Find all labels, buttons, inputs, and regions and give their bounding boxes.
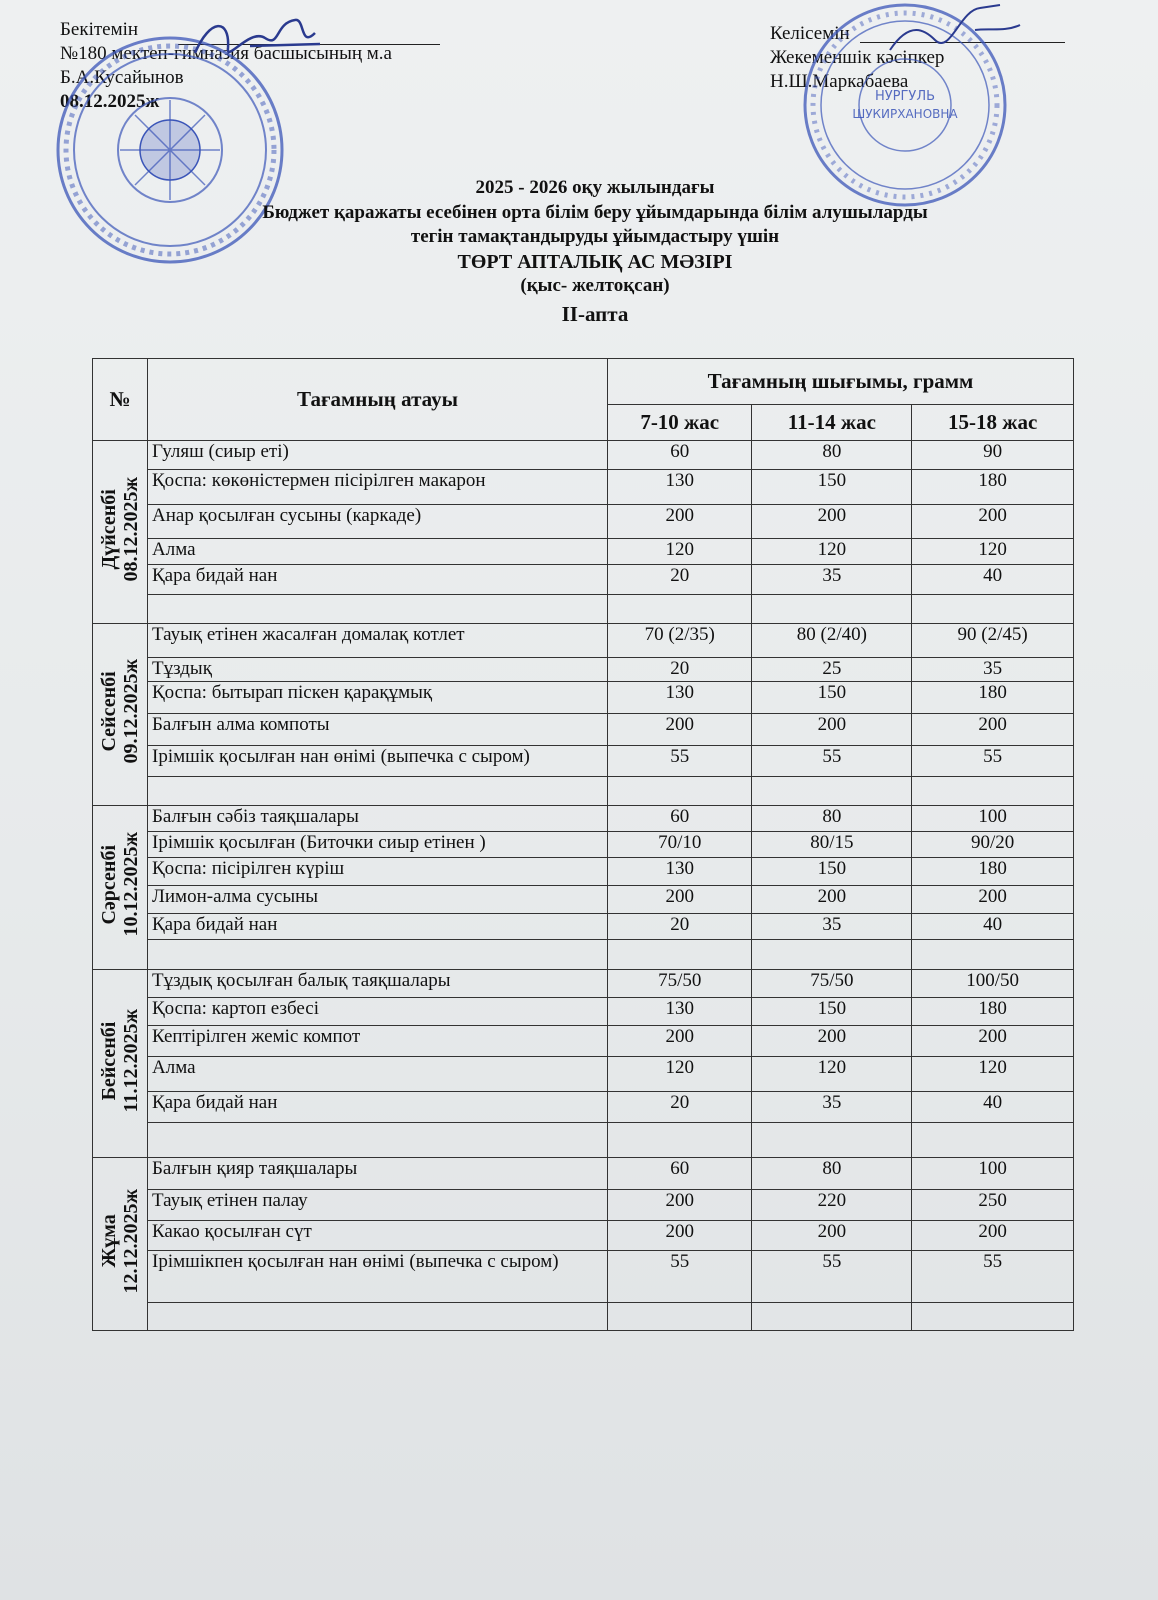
portion-value xyxy=(912,776,1074,805)
portion-value: 100 xyxy=(912,1157,1074,1189)
portion-value xyxy=(912,595,1074,624)
table-row xyxy=(93,1122,1074,1157)
title-line-5: (қыс- желтоқсан) xyxy=(520,275,670,296)
title-line-2: Бюджет қаражаты есебінен орта білім беру ұйымдарында білім алушыларды xyxy=(262,201,928,223)
day-date: 11.12.2025ж xyxy=(120,1008,142,1113)
dish-name: Алма xyxy=(148,538,608,564)
dish-name: Қара бидай нан xyxy=(148,564,608,595)
day-name: Сәрсенбі xyxy=(98,844,120,925)
dish-name: Тұздық xyxy=(148,658,608,682)
portion-value xyxy=(752,940,912,970)
portion-value: 180 xyxy=(912,998,1074,1026)
day-name: Сейсенбі xyxy=(98,671,120,752)
portion-value: 250 xyxy=(912,1189,1074,1220)
portion-value: 200 xyxy=(752,713,912,745)
portion-value: 55 xyxy=(752,1251,912,1303)
portion-value xyxy=(608,940,752,970)
portion-value xyxy=(752,595,912,624)
portion-value: 120 xyxy=(752,538,912,564)
dish-name xyxy=(148,595,608,624)
portion-value: 130 xyxy=(608,469,752,504)
portion-value: 55 xyxy=(608,1251,752,1303)
title-line-4: ТӨРТ АПТАЛЫҚ АС МӘЗІРІ xyxy=(457,250,733,273)
stamp-text-patronymic: ШУКИРХАНОВНА xyxy=(852,107,958,121)
table-row xyxy=(93,1302,1074,1330)
portion-value xyxy=(912,940,1074,970)
portion-value: 35 xyxy=(752,564,912,595)
portion-value xyxy=(912,1302,1074,1330)
portion-value: 100/50 xyxy=(912,970,1074,998)
agreement-person: Н.Ш.Маркабаева xyxy=(770,71,909,92)
day-name: Бейсенбі xyxy=(98,1021,120,1100)
day-label xyxy=(98,832,142,937)
portion-value: 200 xyxy=(912,713,1074,745)
portion-value: 100 xyxy=(912,805,1074,832)
agreement-signature xyxy=(880,0,1030,60)
stamp-text-name: НУРГУЛЬ xyxy=(874,89,936,104)
dish-name: Қоспа: пісірілген күріш xyxy=(148,858,608,886)
dish-name: Қоспа: көкөністермен пісірілген макарон xyxy=(148,469,608,504)
portion-value: 55 xyxy=(912,745,1074,776)
portion-value: 200 xyxy=(608,1025,752,1056)
portion-value: 180 xyxy=(912,858,1074,886)
portion-value: 40 xyxy=(912,913,1074,940)
title-line-3: тегін тамақтандыруды ұйымдастыру үшін xyxy=(410,226,780,247)
dish-name: Балғын алма компоты xyxy=(148,713,608,745)
portion-value xyxy=(752,1122,912,1157)
portion-value: 90 (2/45) xyxy=(912,624,1074,658)
table-row xyxy=(93,885,1074,913)
table-row xyxy=(93,713,1074,745)
portion-value: 200 xyxy=(912,885,1074,913)
portion-value xyxy=(752,776,912,805)
portion-value: 150 xyxy=(752,858,912,886)
portion-value: 200 xyxy=(608,504,752,538)
portion-value: 55 xyxy=(912,1251,1074,1303)
portion-value: 70 (2/35) xyxy=(608,624,752,658)
table-row xyxy=(93,595,1074,624)
day-name: Жұма xyxy=(98,1214,120,1268)
portion-value: 80 xyxy=(752,1157,912,1189)
column-header-age-1: 7-10 жас xyxy=(608,405,752,441)
title-line-1: 2025 - 2026 оқу жылындағы xyxy=(475,177,715,198)
dish-name: Какао қосылған сүт xyxy=(148,1220,608,1251)
approval-position: №180 мектеп-гимназия басшысының м.а xyxy=(60,43,392,64)
portion-value xyxy=(608,1302,752,1330)
portion-value xyxy=(752,1302,912,1330)
portion-value: 75/50 xyxy=(608,970,752,998)
day-date: 08.12.2025ж xyxy=(120,476,142,582)
table-row xyxy=(93,538,1074,564)
table-row xyxy=(93,776,1074,805)
dish-name: Алма xyxy=(148,1056,608,1091)
portion-value: 200 xyxy=(608,1220,752,1251)
dish-name: Тауық етінен палау xyxy=(148,1189,608,1220)
portion-value: 60 xyxy=(608,805,752,832)
portion-value: 20 xyxy=(608,658,752,682)
dish-name: Анар қосылған сусыны (каркаде) xyxy=(148,504,608,538)
dish-name xyxy=(148,776,608,805)
week-label: II-апта xyxy=(561,301,629,326)
portion-value: 80 xyxy=(752,805,912,832)
portion-value: 20 xyxy=(608,1091,752,1122)
portion-value: 150 xyxy=(752,998,912,1026)
document-title xyxy=(100,176,1090,326)
dish-name: Ірімшік қосылған (Биточки сиыр етінен ) xyxy=(148,832,608,858)
table-row xyxy=(93,1189,1074,1220)
column-header-dish: Тағамның атауы xyxy=(148,359,608,441)
portion-value: 150 xyxy=(752,469,912,504)
table-row xyxy=(93,1025,1074,1056)
day-label xyxy=(98,1009,142,1112)
column-header-yield: Тағамның шығымы, грамм xyxy=(608,359,1074,405)
portion-value: 35 xyxy=(912,658,1074,682)
day-date: 09.12.2025ж xyxy=(120,659,142,764)
portion-value: 70/10 xyxy=(608,832,752,858)
portion-value: 60 xyxy=(608,1157,752,1189)
dish-name: Тауық етінен жасалған домалақ котлет xyxy=(148,624,608,658)
table-row xyxy=(93,1157,1074,1189)
portion-value: 220 xyxy=(752,1189,912,1220)
table-row xyxy=(93,970,1074,998)
portion-value: 200 xyxy=(752,885,912,913)
portion-value: 120 xyxy=(912,1056,1074,1091)
table-row xyxy=(93,913,1074,940)
portion-value: 130 xyxy=(608,681,752,713)
table-row xyxy=(93,1251,1074,1303)
table-row xyxy=(93,504,1074,538)
portion-value: 120 xyxy=(608,538,752,564)
portion-value: 200 xyxy=(752,1025,912,1056)
portion-value: 20 xyxy=(608,913,752,940)
dish-name: Балғын қияр таяқшалары xyxy=(148,1157,608,1189)
portion-value: 75/50 xyxy=(752,970,912,998)
portion-value: 200 xyxy=(912,1220,1074,1251)
day-label xyxy=(98,1189,142,1294)
table-row xyxy=(93,745,1074,776)
portion-value: 200 xyxy=(752,504,912,538)
day-cell xyxy=(93,441,148,624)
portion-value: 120 xyxy=(608,1056,752,1091)
dish-name: Балғын сәбіз таяқшалары xyxy=(148,805,608,832)
day-cell xyxy=(93,624,148,805)
portion-value: 200 xyxy=(608,885,752,913)
day-label xyxy=(98,477,142,582)
portion-value: 180 xyxy=(912,469,1074,504)
portion-value: 55 xyxy=(752,745,912,776)
agreement-position: Жекеменшік кәсіпкер xyxy=(770,47,945,68)
dish-name: Қара бидай нан xyxy=(148,1091,608,1122)
portion-value: 130 xyxy=(608,998,752,1026)
portion-value: 40 xyxy=(912,1091,1074,1122)
dish-name: Тұздық қосылған балық таяқшалары xyxy=(148,970,608,998)
portion-value: 200 xyxy=(608,713,752,745)
portion-value: 180 xyxy=(912,681,1074,713)
table-row xyxy=(93,564,1074,595)
portion-value: 55 xyxy=(608,745,752,776)
portion-value xyxy=(608,776,752,805)
dish-name: Лимон-алма сусыны xyxy=(148,885,608,913)
dish-name xyxy=(148,1302,608,1330)
portion-value: 80/15 xyxy=(752,832,912,858)
portion-value xyxy=(608,595,752,624)
table-row xyxy=(93,998,1074,1026)
table-row xyxy=(93,1056,1074,1091)
day-label xyxy=(98,659,142,764)
column-header-age-2: 11-14 жас xyxy=(752,405,912,441)
day-cell xyxy=(93,805,148,970)
day-cell xyxy=(93,970,148,1157)
portion-value: 150 xyxy=(752,681,912,713)
approval-signature xyxy=(190,8,330,68)
portion-value: 200 xyxy=(912,1025,1074,1056)
table-row xyxy=(93,681,1074,713)
dish-name xyxy=(148,940,608,970)
table-row xyxy=(93,441,1074,470)
column-header-age-3: 15-18 жас xyxy=(912,405,1074,441)
portion-value: 90/20 xyxy=(912,832,1074,858)
table-row xyxy=(93,1220,1074,1251)
portion-value: 60 xyxy=(608,441,752,470)
portion-value: 80 (2/40) xyxy=(752,624,912,658)
dish-name: Гуляш (сиыр еті) xyxy=(148,441,608,470)
portion-value: 25 xyxy=(752,658,912,682)
day-date: 10.12.2025ж xyxy=(120,832,142,937)
table-row xyxy=(93,805,1074,832)
table-row xyxy=(93,940,1074,970)
portion-value: 35 xyxy=(752,913,912,940)
dish-name: Қара бидай нан xyxy=(148,913,608,940)
portion-value: 200 xyxy=(912,504,1074,538)
agreement-label: Келісемін xyxy=(770,23,850,44)
table-row xyxy=(93,658,1074,682)
dish-name: Ірімшік қосылған нан өнімі (выпечка с сыром) xyxy=(148,745,608,776)
approval-person: Б.А.Кусайынов xyxy=(60,67,184,88)
table-row xyxy=(93,832,1074,858)
day-date: 12.12.2025ж xyxy=(120,1188,142,1294)
table-row xyxy=(93,624,1074,658)
portion-value: 130 xyxy=(608,858,752,886)
portion-value: 35 xyxy=(752,1091,912,1122)
portion-value: 90 xyxy=(912,441,1074,470)
approval-label: Бекітемін xyxy=(60,19,139,40)
portion-value: 20 xyxy=(608,564,752,595)
portion-value xyxy=(608,1122,752,1157)
portion-value: 80 xyxy=(752,441,912,470)
portion-value xyxy=(912,1122,1074,1157)
approval-date: 08.12.2025ж xyxy=(60,91,160,112)
portion-value: 200 xyxy=(752,1220,912,1251)
dish-name: Ірімшікпен қосылған нан өнімі (выпечка с сыром) xyxy=(148,1251,608,1303)
table-row xyxy=(93,1091,1074,1122)
day-name: Дүйсенбі xyxy=(98,488,120,570)
dish-name: Қоспа: бытырап піскен қарақұмық xyxy=(148,681,608,713)
portion-value: 200 xyxy=(608,1189,752,1220)
dish-name: Қоспа: картоп езбесі xyxy=(148,998,608,1026)
table-row xyxy=(93,858,1074,886)
portion-value: 120 xyxy=(912,538,1074,564)
portion-value: 40 xyxy=(912,564,1074,595)
portion-value: 120 xyxy=(752,1056,912,1091)
table-row xyxy=(93,469,1074,504)
day-cell xyxy=(93,1157,148,1330)
column-header-number: № xyxy=(93,359,148,441)
dish-name: Кептірілген жеміс компот xyxy=(148,1025,608,1056)
menu-table xyxy=(92,358,1074,1331)
dish-name xyxy=(148,1122,608,1157)
